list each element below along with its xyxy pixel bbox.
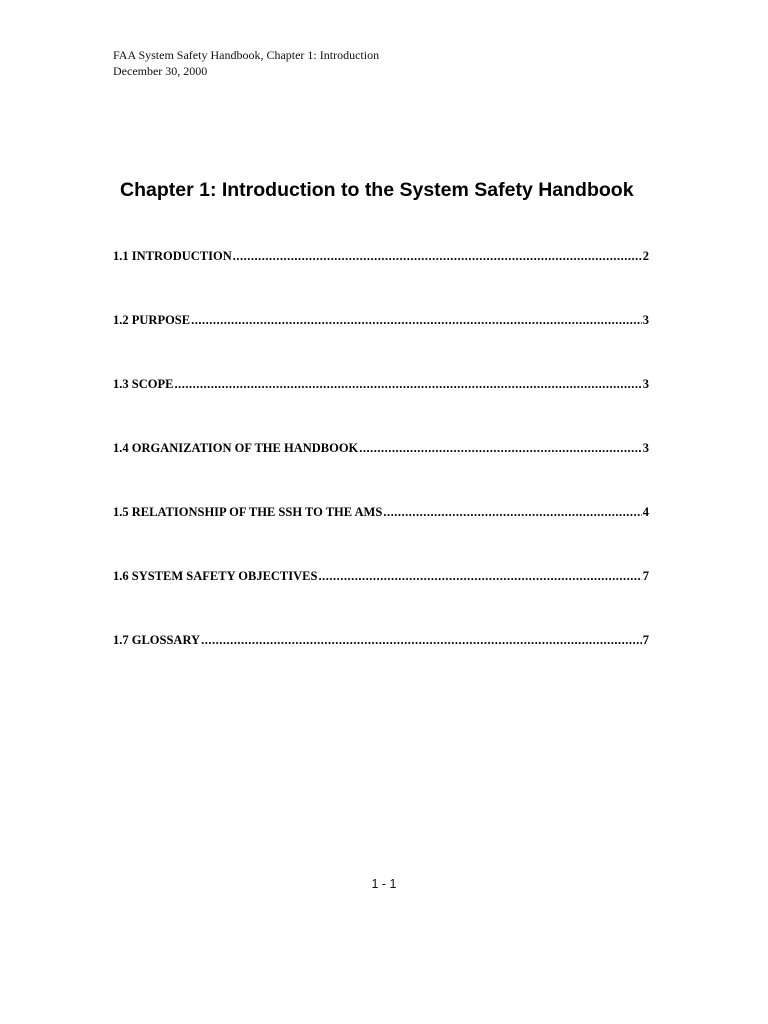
toc-entry-page: 3	[642, 313, 649, 327]
page-number: 1 - 1	[371, 877, 397, 891]
toc-entry-glossary[interactable]	[113, 631, 649, 695]
toc-entry-page: 7	[642, 633, 649, 647]
header-title: FAA System Safety Handbook, Chapter 1: Introduction	[113, 48, 380, 62]
toc-entry-page: 3	[642, 377, 649, 391]
toc-entry-label: 1.1 INTRODUCTION	[113, 249, 232, 263]
toc-dot-leader	[191, 311, 642, 329]
toc-entry-label: 1.7 GLOSSARY	[113, 633, 201, 647]
chapter-title: Chapter 1: Introduction to the System Safety Handbook	[120, 179, 634, 201]
toc-dot-leader	[233, 247, 642, 265]
table-of-contents	[113, 247, 649, 695]
toc-entry-relationship[interactable]	[113, 503, 649, 567]
toc-entry-page: 2	[642, 249, 649, 263]
toc-dot-leader	[383, 503, 641, 521]
toc-entry-objectives[interactable]	[113, 567, 649, 631]
toc-dot-leader	[359, 439, 641, 457]
running-header	[113, 47, 379, 79]
header-date: December 30, 2000	[113, 64, 208, 78]
toc-dot-leader	[318, 567, 641, 585]
toc-entry-label: 1.6 SYSTEM SAFETY OBJECTIVES	[113, 569, 318, 583]
toc-entry-purpose[interactable]	[113, 311, 649, 375]
toc-entry-organization[interactable]	[113, 439, 649, 503]
toc-entry-label: 1.3 SCOPE	[113, 377, 174, 391]
toc-entry-page: 4	[642, 505, 649, 519]
toc-entry-introduction[interactable]	[113, 247, 649, 311]
toc-dot-leader	[201, 631, 642, 649]
toc-entry-scope[interactable]	[113, 375, 649, 439]
toc-entry-page: 3	[642, 441, 649, 455]
toc-dot-leader	[174, 375, 641, 393]
toc-entry-page: 7	[642, 569, 649, 583]
toc-entry-label: 1.5 RELATIONSHIP OF THE SSH TO THE AMS	[113, 505, 383, 519]
toc-entry-label: 1.2 PURPOSE	[113, 313, 191, 327]
toc-entry-label: 1.4 ORGANIZATION OF THE HANDBOOK	[113, 441, 359, 455]
